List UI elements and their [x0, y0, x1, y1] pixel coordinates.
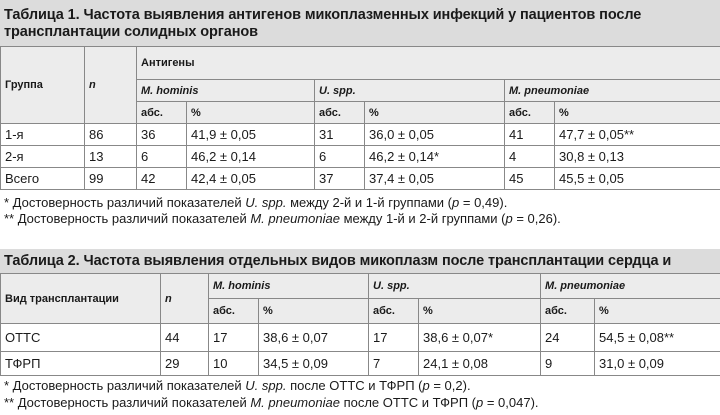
table-row: [1, 168, 720, 190]
table2-header-species-u: U. spp.: [369, 274, 541, 299]
table2-sub-pct: %: [259, 299, 369, 324]
note-text: после ОТТС и ТФРП (: [286, 378, 423, 393]
table2-sub-abs: абс.: [541, 299, 595, 324]
cell-group: 1-я: [1, 124, 85, 146]
note-text: ** Достоверность различий показателей: [4, 211, 251, 226]
cell-group: Всего: [1, 168, 85, 190]
cell-u-abs: 17: [369, 324, 419, 352]
cell-u-pct: 37,4 ± 0,05: [365, 168, 505, 190]
cell-mh-pct: 46,2 ± 0,14: [187, 146, 315, 168]
cell-n: 13: [85, 146, 137, 168]
table1-sub-abs: абс.: [315, 102, 365, 124]
table1-footnote-2: [4, 211, 561, 227]
table-row: [1, 124, 720, 146]
cell-mp-pct: 54,5 ± 0,08**: [595, 324, 720, 352]
cell-mp-pct: 47,7 ± 0,05**: [555, 124, 720, 146]
cell-mh-pct: 42,4 ± 0,05: [187, 168, 315, 190]
table1-header-species-mp: M. pneumoniae: [505, 80, 720, 102]
table1-header-n: n: [85, 47, 137, 124]
cell-u-pct: 46,2 ± 0,14*: [365, 146, 505, 168]
cell-mp-abs: 9: [541, 352, 595, 376]
table1-title: [0, 0, 720, 46]
note-text: * Достоверность различий показателей: [4, 378, 246, 393]
table2-header-species-mh: M. hominis: [209, 274, 369, 299]
table-row: [1, 324, 720, 352]
note-text: после ОТТС и ТФРП (: [339, 395, 476, 410]
table1-sub-pct: %: [187, 102, 315, 124]
cell-mp-pct: 45,5 ± 0,05: [555, 168, 720, 190]
note-text: между 1-й и 2-й группами (: [339, 211, 506, 226]
cell-u-abs: 6: [315, 146, 365, 168]
cell-group: 2-я: [1, 146, 85, 168]
cell-u-abs: 7: [369, 352, 419, 376]
note-p: p: [452, 195, 460, 210]
cell-mp-pct: 31,0 ± 0,09: [595, 352, 720, 376]
cell-n: 86: [85, 124, 137, 146]
cell-u-abs: 37: [315, 168, 365, 190]
table2-header-species-mp: M. pneumoniae: [541, 274, 720, 299]
table2-sub-abs: абс.: [369, 299, 419, 324]
cell-u-pct: 36,0 ± 0,05: [365, 124, 505, 146]
note-text: = 0,2).: [429, 378, 471, 393]
table1-sub-pct: %: [365, 102, 505, 124]
cell-mh-pct: 38,6 ± 0,07: [259, 324, 369, 352]
table-row: [1, 352, 720, 376]
note-species: M. pneumoniae: [250, 395, 340, 410]
table2-footnote-1: [4, 378, 471, 394]
table1-sub-pct: %: [555, 102, 720, 124]
cell-type: ОТТС: [1, 324, 161, 352]
cell-mp-abs: 45: [505, 168, 555, 190]
table2-footnote-2: [4, 395, 539, 411]
table1-header-group: Группа: [1, 47, 85, 124]
cell-n: 29: [161, 352, 209, 376]
cell-mh-abs: 17: [209, 324, 259, 352]
cell-n: 99: [85, 168, 137, 190]
table1-sub-abs: абс.: [505, 102, 555, 124]
table1-footnote-1: [4, 195, 507, 211]
note-p: p: [422, 378, 430, 393]
table1-title-line2: трансплантации солидных органов: [4, 24, 258, 40]
table2-sub-pct: %: [595, 299, 720, 324]
note-species: M. pneumoniae: [250, 211, 340, 226]
cell-mh-abs: 10: [209, 352, 259, 376]
cell-mh-abs: 42: [137, 168, 187, 190]
table1-header-antigens: Антигены: [137, 47, 720, 80]
cell-mp-pct: 30,8 ± 0,13: [555, 146, 720, 168]
cell-mh-abs: 36: [137, 124, 187, 146]
note-text: ** Достоверность различий показателей: [4, 395, 251, 410]
note-species: U. spp.: [245, 378, 287, 393]
table1: [0, 46, 720, 190]
cell-u-abs: 31: [315, 124, 365, 146]
note-text: = 0,49).: [459, 195, 508, 210]
note-text: = 0,047).: [483, 395, 539, 410]
cell-type: ТФРП: [1, 352, 161, 376]
table2-sub-pct: %: [419, 299, 541, 324]
table2-header-type: Вид трансплантации: [1, 274, 161, 324]
note-text: = 0,26).: [512, 211, 561, 226]
cell-mp-abs: 24: [541, 324, 595, 352]
table-row: [1, 146, 720, 168]
cell-u-pct: 38,6 ± 0,07*: [419, 324, 541, 352]
table1-header-species-u: U. spp.: [315, 80, 505, 102]
table2-sub-abs: абс.: [209, 299, 259, 324]
table2-title: Таблица 2. Частота выявления отдельных видов микоплазм после трансплантации сердца и: [0, 249, 720, 273]
table2: [0, 273, 720, 376]
cell-mp-abs: 41: [505, 124, 555, 146]
note-species: U. spp.: [245, 195, 287, 210]
cell-mh-pct: 34,5 ± 0,09: [259, 352, 369, 376]
table2-header-n: n: [161, 274, 209, 324]
table1-header-species-mh: M. hominis: [137, 80, 315, 102]
table1-sub-abs: абс.: [137, 102, 187, 124]
note-text: между 2-й и 1-й группами (: [286, 195, 453, 210]
cell-mp-abs: 4: [505, 146, 555, 168]
cell-n: 44: [161, 324, 209, 352]
note-text: * Достоверность различий показателей: [4, 195, 246, 210]
note-p: p: [475, 395, 484, 410]
cell-u-pct: 24,1 ± 0,08: [419, 352, 541, 376]
table1-title-line1: Таблица 1. Частота выявления антигенов микоплазменных инфекций у пациентов после: [4, 7, 642, 23]
cell-mh-pct: 41,9 ± 0,05: [187, 124, 315, 146]
cell-mh-abs: 6: [137, 146, 187, 168]
note-p: p: [505, 211, 513, 226]
